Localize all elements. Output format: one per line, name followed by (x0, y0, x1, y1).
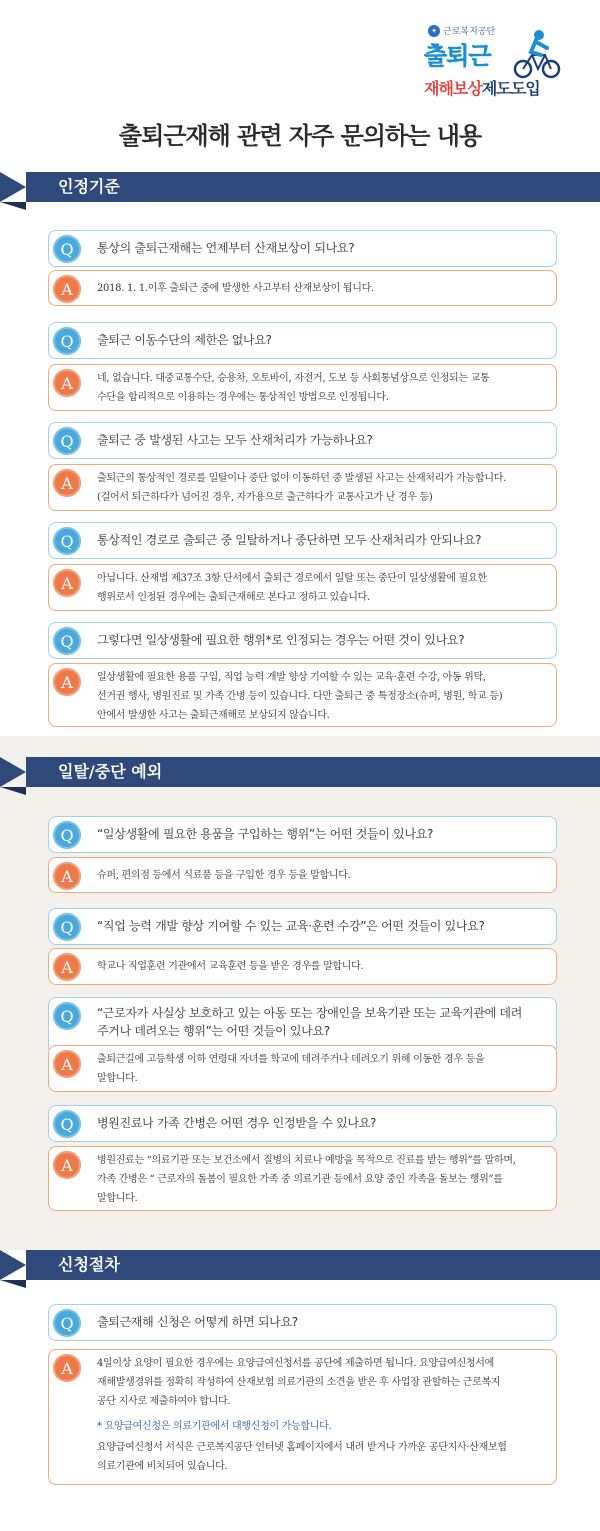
question-box[interactable] (48, 422, 557, 459)
answer-text (97, 369, 546, 407)
question-badge: Q (53, 1309, 81, 1337)
text-line: 선거권 행사, 병원진료 및 가족 간병 등이 있습니다. 다만 출퇴근 중 특정장소(슈퍼, 병원, 학교 등) (97, 691, 503, 702)
question-box[interactable] (48, 1304, 557, 1341)
answer-badge: A (53, 1151, 81, 1179)
text-line: 행위로서 인정된 경우에는 출퇴근재해로 본다고 정하고 있습니다. (97, 592, 370, 603)
question-box[interactable] (48, 522, 557, 559)
answer-text (97, 957, 546, 976)
text-line: 병원진료는 “의료기관 또는 보건소에서 질병의 치료나 예방을 목적으로 진료를 받는 행위”를 말하며, (97, 1155, 516, 1166)
text-line: 출퇴근 이동수단의 제한은 없나요? (97, 333, 272, 347)
answer-text (97, 1050, 546, 1088)
text-line: 재해발생경위를 정확히 작성하여 산재보험 의료기관의 소견을 받은 후 사업장 관할하는 근로복지 (97, 1377, 501, 1388)
answer-box (48, 364, 557, 411)
question-badge: Q (53, 235, 81, 263)
question-text (97, 1004, 546, 1040)
answer-text (97, 469, 546, 507)
text-line: 안에서 발생한 사고는 출퇴근재해로 보상되지 않습니다. (97, 710, 330, 721)
ribbon-fold (0, 202, 26, 210)
text-line: 2018. 1. 1.이후 출퇴근 중에 발생한 사고부터 산재보상이 됩니다. (97, 283, 374, 294)
answer-text (97, 668, 546, 725)
text-line: 4일이상 요양이 필요한 경우에는 요양급여신청서를 공단에 제출하면 됩니다. 요양급여신청서에 (97, 1358, 495, 1369)
section-title: 신청절차 (58, 1255, 120, 1274)
text-line: 출퇴근길에 고등학생 이하 연령대 자녀를 학교에 데려주거나 데려오기 위해 이동한 경우 등을 (97, 1054, 485, 1065)
question-box[interactable] (48, 1105, 557, 1142)
text-line: 의료기관에 비치되어 있습니다. (97, 1461, 228, 1472)
text-line: 출퇴근 중 발생된 사고는 모두 산재처리가 가능하나요? (97, 433, 373, 447)
text-line: 통상의 출퇴근재해는 언제부터 산재보상이 되나요? (97, 241, 355, 255)
text-line: 가족 간병은 “ 근로자의 돌봄이 필요한 가족 중 의료기관 등에서 요양 중인 가족을 돌보는 행위”를 (97, 1174, 503, 1185)
question-box[interactable] (48, 908, 557, 945)
question-badge: Q (53, 327, 81, 355)
answer-box (48, 948, 557, 985)
question-text (97, 917, 546, 935)
question-text (97, 331, 546, 349)
answer-box (48, 857, 557, 893)
text-line: 출퇴근의 통상적인 경로를 일탈이나 중단 없이 이동하던 중 발생된 사고는 산재처리가 가능합니다. (97, 473, 506, 484)
answer-badge: A (53, 862, 81, 890)
text-line: 요양급여신청서 서식은 근로복지공단 인터넷 홈페이지에서 내려 받거나 가까운 공단지사·산재보험 (97, 1442, 507, 1453)
question-badge: Q (53, 627, 81, 655)
question-box[interactable] (48, 230, 557, 267)
question-text (97, 825, 546, 843)
answer-note: * 요양급여신청은 의료기관에서 대행신청이 가능합니다. (97, 1421, 332, 1432)
header (0, 0, 600, 100)
question-text (97, 531, 546, 549)
question-text (97, 1313, 546, 1331)
ribbon-fold (0, 787, 26, 795)
text-line: 통상적인 경로로 출퇴근 중 일탈하거나 중단하면 모두 산재처리가 안되나요? (97, 533, 482, 547)
brand-line-1: 출퇴근 (424, 42, 491, 70)
answer-box (48, 1146, 557, 1211)
section-title: 인정기준 (58, 177, 120, 196)
question-box[interactable] (48, 322, 557, 359)
brand-line-2-rest: 제도도입 (481, 79, 540, 98)
text-line: 네, 없습니다. 대중교통수단, 승용차, 오토바이, 자전거, 도보 등 사회통념상으로 인정되는 교통 (97, 373, 490, 384)
question-badge: Q (53, 913, 81, 941)
answer-box (48, 1045, 557, 1092)
answer-text (97, 569, 546, 607)
question-badge: Q (53, 821, 81, 849)
answer-badge: A (53, 1354, 81, 1382)
text-line: 일상생활에 필요한 용품 구입, 직업 능력 개발 향상 기여할 수 있는 교육·훈련 수강, 아동 위탁, (97, 672, 486, 683)
section-title: 일탈/중단 예외 (58, 762, 163, 781)
ribbon-fold (0, 1280, 26, 1288)
text-line: 슈퍼, 편의점 등에서 식료품 등을 구입한 경우 등을 말합니다. (97, 870, 351, 881)
answer-badge: A (53, 275, 81, 303)
answer-text (97, 279, 546, 298)
answer-badge: A (53, 469, 81, 497)
answer-extra (97, 1438, 546, 1476)
text-line: 그렇다면 일상생활에 필요한 행위*로 인정되는 경우는 어떤 것이 있나요? (97, 633, 465, 647)
answer-box (48, 1349, 557, 1485)
question-badge: Q (53, 1002, 81, 1030)
answer-text (97, 1151, 546, 1208)
text-line: 수단을 합리적으로 이용하는 경우에는 통상적인 방법으로 인정됩니다. (97, 392, 389, 403)
text-line: 병원진료나 가족 간병은 어떤 경우 인정받을 수 있나요? (97, 1116, 377, 1130)
question-box[interactable] (48, 816, 557, 853)
question-badge: Q (53, 427, 81, 455)
text-line: (걸어서 퇴근하다가 넘어진 경우, 자가용으로 출근하다가 교통사고가 난 경우 등) (97, 492, 433, 503)
text-line: 공단 지사로 제출하여야 합니다. (97, 1396, 231, 1407)
brand-line-2-red: 재해보상 (424, 79, 482, 98)
answer-text (97, 1354, 546, 1476)
question-text (97, 1114, 546, 1132)
answer-badge: A (53, 369, 81, 397)
text-line: 아닙니다. 산재법 제37조 3항 단서에서 출퇴근 경로에서 일탈 또는 중단이 일상생활에 필요한 (97, 573, 487, 584)
answer-box (48, 564, 557, 611)
question-badge: Q (53, 1110, 81, 1138)
text-line: 출퇴근재해 신청은 어떻게 하면 되나요? (97, 1315, 298, 1329)
text-line: 말합니다. (97, 1073, 138, 1084)
question-text (97, 431, 546, 449)
answer-badge: A (53, 953, 81, 981)
text-line: “직업 능력 개발 향상 기여할 수 있는 교육·훈련 수강”은 어떤 것들이 있나요? (97, 919, 485, 933)
text-line: 학교나 직업훈련 기관에서 교육훈련 등을 받은 경우를 말합니다. (97, 961, 364, 972)
question-box[interactable] (48, 622, 557, 659)
answer-box (48, 663, 557, 727)
question-text (97, 631, 546, 649)
answer-text (97, 866, 546, 885)
answer-badge: A (53, 668, 81, 696)
question-text (97, 239, 546, 257)
page-title: 출퇴근재해 관련 자주 문의하는 내용 (118, 122, 482, 150)
question-badge: Q (53, 527, 81, 555)
brand-org-name: 근로복지공단 (443, 27, 496, 37)
answer-box (48, 464, 557, 511)
answer-box (48, 270, 557, 306)
text-line: “일상생활에 필요한 용품을 구입하는 행위”는 어떤 것들이 있나요? (97, 827, 434, 841)
answer-badge: A (53, 569, 81, 597)
org-logo-icon: ✦ (428, 25, 440, 37)
answer-badge: A (53, 1050, 81, 1078)
text-line: “근로자가 사실상 보호하고 있는 아동 또는 장애인을 보육기관 또는 교육기관에 데려 (97, 1006, 522, 1020)
cyclist-icon (512, 28, 562, 80)
text-line: 말합니다. (97, 1193, 138, 1204)
text-line: 주거나 데려오는 행위”는 어떤 것들이 있나요? (97, 1024, 330, 1038)
